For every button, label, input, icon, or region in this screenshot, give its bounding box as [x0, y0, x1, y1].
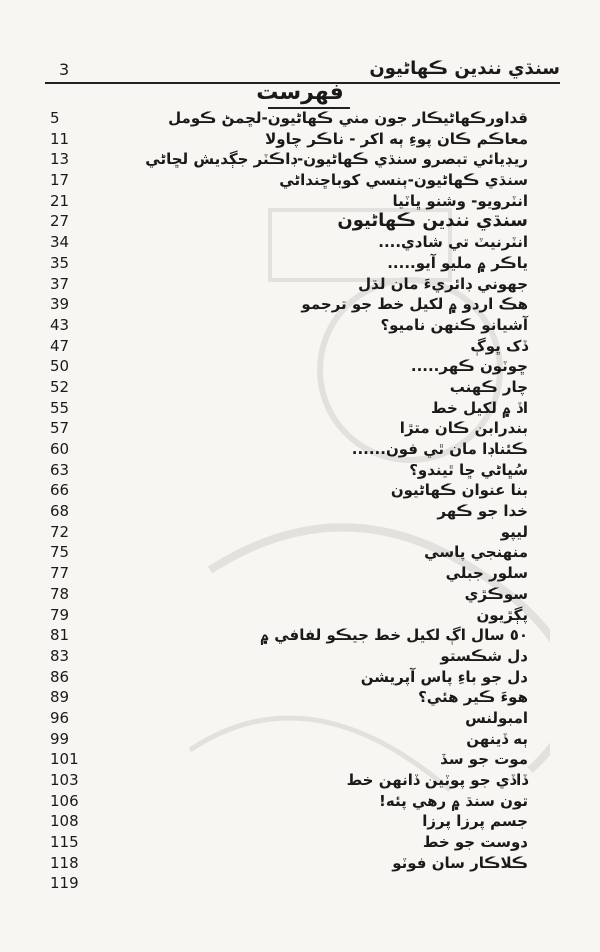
toc-row — [0, 708, 600, 729]
toc-page-number: 57 — [50, 419, 70, 438]
toc-title: سلور جبلي — [445, 564, 528, 583]
toc-title: قداورڪهاڻيڪار جون مني ڪهاڻيون-لڇمڻ ڪومل — [168, 109, 528, 127]
toc-title: اڏ ۾ لکيل خط — [430, 398, 528, 417]
toc-page-number: 119 — [50, 874, 79, 893]
toc-title: هوءَ ڪير هئي؟ — [418, 688, 528, 707]
toc-page-number: 11 — [50, 129, 70, 148]
toc-title: ليپو — [500, 522, 528, 541]
toc-row — [0, 253, 600, 274]
toc-page-number: 68 — [50, 502, 70, 521]
toc-page-number: 39 — [50, 295, 70, 314]
toc-row — [0, 294, 600, 315]
toc-row — [0, 398, 600, 419]
toc-title: ٻه ڏينهن — [466, 729, 528, 748]
toc-title: منهنجي پاسي — [424, 543, 528, 562]
toc-page-number: 101 — [50, 750, 79, 769]
toc-row — [0, 873, 600, 894]
toc-page-number: 81 — [50, 626, 70, 645]
toc-row — [0, 625, 600, 646]
toc-title: انٽرويو- وشنو ڀاٽيا — [392, 191, 528, 210]
toc-page-number: 34 — [50, 233, 70, 252]
toc-title: جسم پرزا پرزا — [422, 812, 528, 831]
toc-page-number: 66 — [50, 481, 70, 500]
toc-row — [0, 418, 600, 439]
toc-row — [0, 584, 600, 605]
toc-row — [0, 853, 600, 874]
toc-title: چار ڪهنب — [449, 377, 528, 396]
toc-page-number: 89 — [50, 688, 70, 707]
toc-row — [0, 729, 600, 750]
toc-page-number: 63 — [50, 460, 70, 479]
toc-title: بندرابن ڪان متڙا — [399, 419, 528, 438]
toc-row — [0, 563, 600, 584]
toc-title: پڳڙيون — [476, 605, 528, 624]
toc-section-row — [0, 211, 600, 232]
toc-title: سُڀاڻي ڇا ٿيندو؟ — [409, 460, 528, 479]
toc-page-number: 86 — [50, 667, 70, 686]
toc-row — [0, 832, 600, 853]
toc-title: معاڪم ڪان پوءِ ٻه اکر - ناڪر چاولا — [265, 129, 528, 148]
toc-row — [0, 522, 600, 543]
toc-title: ڇوٽون ڪهر..... — [410, 357, 528, 376]
toc-row — [0, 542, 600, 563]
toc-row — [0, 108, 600, 129]
toc-row — [0, 770, 600, 791]
toc-page-number: 21 — [50, 191, 70, 210]
toc-row — [0, 687, 600, 708]
toc-title: ڏک ڀوڳ — [470, 336, 528, 355]
toc-row — [0, 749, 600, 770]
toc-row — [0, 480, 600, 501]
toc-page-number: 35 — [50, 253, 70, 272]
toc-page-number: 5 — [50, 109, 60, 127]
toc-row — [0, 667, 600, 688]
toc-page-number: 96 — [50, 708, 70, 727]
toc-page-number: 43 — [50, 315, 70, 334]
toc-row — [0, 170, 600, 191]
toc-page-number: 75 — [50, 543, 70, 562]
toc-title: سوڪڙي — [464, 584, 528, 603]
toc-row — [0, 274, 600, 295]
toc-row — [0, 439, 600, 460]
toc-row — [0, 356, 600, 377]
toc-page-number: 79 — [50, 605, 70, 624]
toc-title: ڪلاڪار سان فوٽو — [392, 853, 528, 872]
toc-title: دوست جو خط — [422, 833, 528, 852]
toc-row — [0, 129, 600, 150]
toc-page-number: 52 — [50, 377, 70, 396]
toc-title: سنڌي ڪهاڻيون-ٻنسي کوباڇنداڻي — [279, 171, 528, 190]
toc-page-number: 17 — [50, 171, 70, 190]
toc-title: تون سنڌ ۾ رهي پئه! — [379, 791, 528, 810]
toc-page-number: 99 — [50, 729, 70, 748]
toc-section-title: سنڌي نندين ڪهاڻيون — [337, 210, 528, 232]
toc-row — [0, 646, 600, 667]
toc-list — [0, 108, 600, 894]
running-title: سنڌي نندين ڪهاڻيون — [369, 58, 560, 79]
toc-row — [0, 149, 600, 170]
toc-row — [0, 791, 600, 812]
toc-row — [0, 336, 600, 357]
toc-page-number: 50 — [50, 357, 70, 376]
toc-page-number: 83 — [50, 646, 70, 665]
toc-heading: فهرست — [256, 80, 344, 105]
toc-title: جهوني ڊائريءَ مان لڌل — [358, 274, 528, 293]
toc-row — [0, 605, 600, 626]
toc-row — [0, 191, 600, 212]
toc-page-number: 118 — [50, 853, 79, 872]
toc-page-number: 108 — [50, 812, 79, 831]
toc-page-number: 37 — [50, 274, 70, 293]
toc-title: ڏاڏي جو پوٽين ڏانهن خط — [346, 771, 528, 789]
toc-title: ريڊيائي تبصرو سنڌي ڪهاڻيون-ڊاڪٽر جڳديش لڇاڻي — [145, 150, 528, 169]
toc-page-number: 78 — [50, 584, 70, 603]
toc-page-number: 13 — [50, 150, 70, 169]
toc-page-number: 115 — [50, 833, 79, 852]
toc-title: هڪ اردو ۾ لکيل خط جو ترجمو — [301, 295, 528, 314]
toc-title: دل جو باءِ پاس آپريشن — [360, 667, 528, 686]
toc-page-number: 55 — [50, 398, 70, 417]
toc-row — [0, 377, 600, 398]
toc-page-number: 60 — [50, 440, 70, 458]
toc-title: خدا جو ڪهر — [437, 502, 528, 521]
toc-title: ڪئناڊا مان ٿي فون...... — [351, 440, 528, 458]
toc-row — [0, 232, 600, 253]
toc-row — [0, 811, 600, 832]
toc-title: انٽرنيٽ تي شادي.... — [378, 233, 528, 252]
toc-page-number: 27 — [50, 212, 70, 231]
toc-title: آشيانو ڪنهن ناميو؟ — [380, 315, 528, 334]
toc-title: موت جو سڏ — [440, 750, 528, 769]
toc-page-number: 103 — [50, 771, 79, 789]
toc-row — [0, 315, 600, 336]
toc-title: ياڪر ۾ مليو آيو..... — [387, 253, 528, 272]
toc-row — [0, 501, 600, 522]
toc-page-number: 77 — [50, 564, 70, 583]
toc-page-number: 106 — [50, 791, 79, 810]
page-number: 3 — [59, 60, 70, 79]
toc-page-number: 47 — [50, 336, 70, 355]
toc-title: ٥٠ سال اڳ لکيل خط جيڪو لفافي ۾ — [260, 626, 528, 645]
toc-page-number: 72 — [50, 522, 70, 541]
toc-row — [0, 460, 600, 481]
toc-title: امبولنس — [465, 708, 528, 727]
toc-title: بنا عنوان ڪهاڻيون — [390, 481, 528, 500]
toc-title: دل شڪستو — [440, 646, 528, 665]
